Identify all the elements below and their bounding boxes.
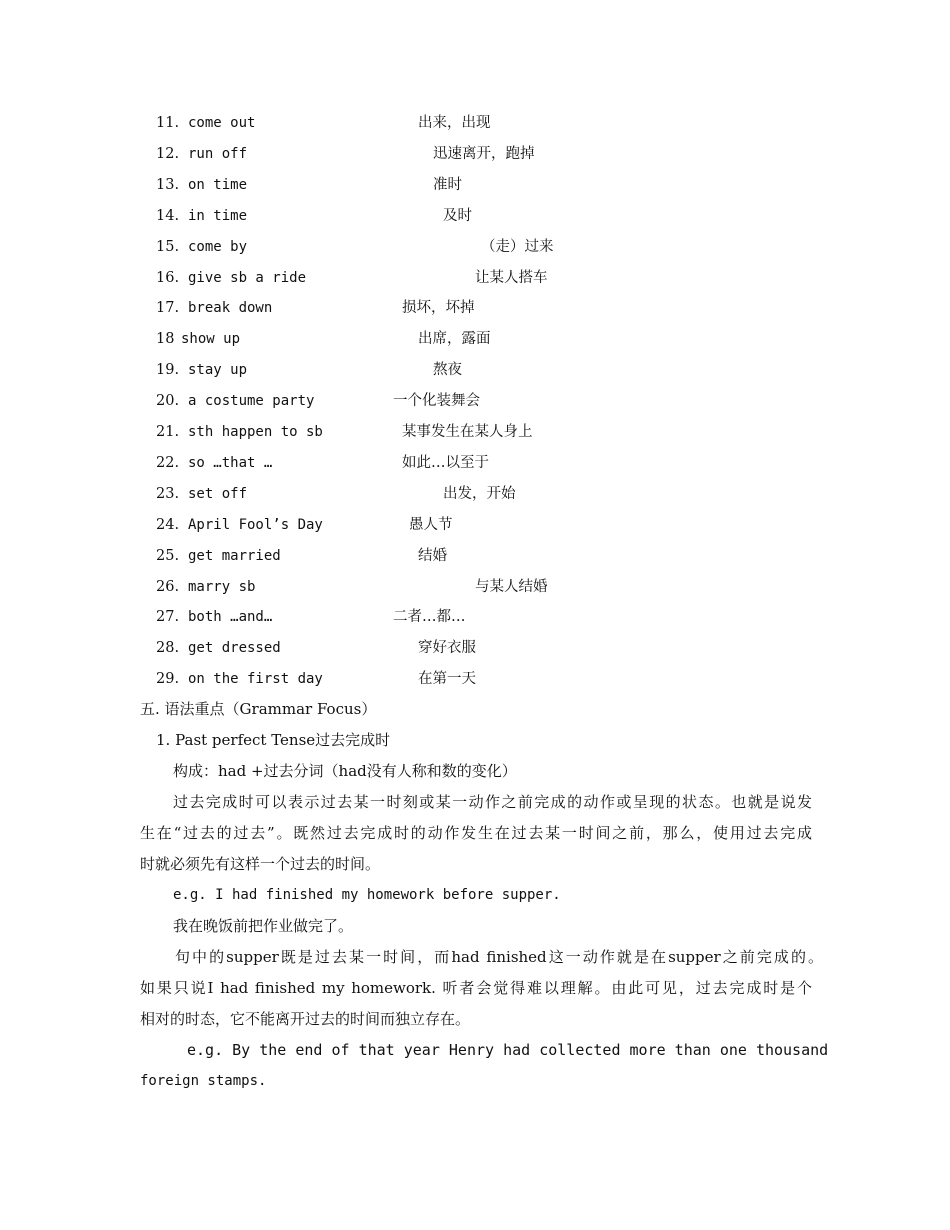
phrase-chinese: 出来，出现 [418,115,491,131]
phrase-number: 19. [156,362,180,379]
section-heading: 五. 语法重点（Grammar Focus） [140,700,377,718]
phrase-number: 23. [156,485,180,502]
phrase-chinese: 迅速离开，跑掉 [433,145,535,162]
phrase-english: both …and… [188,609,273,626]
phrase-chinese: 如此…以至于 [402,454,489,471]
phrase-english: get married [188,547,281,564]
example-2-line-2: foreign stamps. [140,1073,267,1089]
phrase-english: in time [188,207,248,224]
phrase-chinese: 让某人搭车 [475,269,548,286]
phrase-chinese: 愚人节 [409,516,453,533]
phrase-english: on the first day [188,671,323,688]
phrase-english: marry sb [188,578,256,595]
phrase-number: 17. [156,300,180,317]
phrase-number: 13. [156,176,180,193]
phrase-english: set off [188,485,248,502]
phrase-english: sth happen to sb [188,424,323,440]
grammar-subheading: 1. Past perfect Tense过去完成时 [156,731,391,749]
phrase-english: April Fool’s Day [188,516,323,533]
phrase-english: come by [188,238,248,255]
phrase-english: break down [188,300,273,317]
phrase-number: 18 [156,331,175,348]
phrase-chinese: 及时 [443,207,472,224]
paragraph-1-line-3: 时就必须先有这样一个过去的时间。 [140,855,381,873]
phrase-number: 24. [156,516,180,533]
phrase-number: 16. [156,269,180,286]
phrase-chinese: 与某人结婚 [475,578,548,595]
phrase-english: give sb a ride [188,269,307,286]
phrase-chinese: 二者…都… [393,609,466,626]
phrase-english: a costume party [188,393,315,410]
phrase-english: get dressed [188,640,281,657]
phrase-chinese: 准时 [433,176,462,193]
paragraph-2-line-1: 句中的supper既是过去某一时间，而had finished这一动作就是在supper之前完成的。 [175,948,823,966]
phrase-number: 28. [156,640,180,657]
phrase-number: 15. [156,238,180,255]
phrase-number: 14. [156,207,180,224]
phrase-chinese: 出席，露面 [418,331,491,348]
structure-line: 构成：had +过去分词（had没有人称和数的变化） [173,762,517,780]
phrase-chinese: 损坏，坏掉 [402,300,475,317]
phrase-chinese: 出发，开始 [443,485,516,502]
phrase-chinese: 在第一天 [418,671,476,688]
phrase-number: 27. [156,609,180,626]
phrase-chinese: 穿好衣服 [418,640,476,657]
phrase-chinese: 结婚 [418,547,447,564]
paragraph-1-line-1: 过去完成时可以表示过去某一时刻或某一动作之前完成的动作或呈现的状态。也就是说发 [173,793,812,811]
phrase-chinese: 一个化装舞会 [393,393,480,410]
paragraph-2-line-2: 如果只说I had finished my homework. 听者会觉得难以理解。由此可见，过去完成时是个 [140,979,812,997]
phrase-chinese: 熬夜 [433,362,462,379]
phrase-english: show up [181,331,241,348]
phrase-number: 21. [156,424,180,440]
paragraph-2-line-3: 相对的时态，它不能离开过去的时间而独立存在。 [140,1010,471,1028]
example-1-english: e.g. I had finished my homework before supper. [173,887,561,903]
phrase-chinese: 某事发生在某人身上 [402,424,533,440]
phrase-english: run off [188,145,248,162]
phrase-number: 25. [156,547,180,564]
phrase-number: 26. [156,578,180,595]
phrase-number: 12. [156,145,180,162]
phrase-english: come out [188,115,256,131]
phrase-number: 20. [156,393,180,410]
paragraph-1-line-2: 生在“过去的过去”。既然过去完成时的动作发生在过去某一时间之前，那么，使用过去完成 [140,824,812,842]
phrase-english: on time [188,176,248,193]
phrase-number: 29. [156,671,180,688]
example-1-chinese: 我在晚饭前把作业做完了。 [173,917,354,935]
phrase-number: 22. [156,454,180,471]
phrase-chinese: （走）过来 [481,238,554,255]
example-2-line-1: e.g. By the end of that year Henry had collected more than one thousand [187,1041,829,1059]
phrase-number: 11. [156,115,180,131]
phrase-english: stay up [188,362,248,379]
phrase-english: so …that … [188,454,273,471]
